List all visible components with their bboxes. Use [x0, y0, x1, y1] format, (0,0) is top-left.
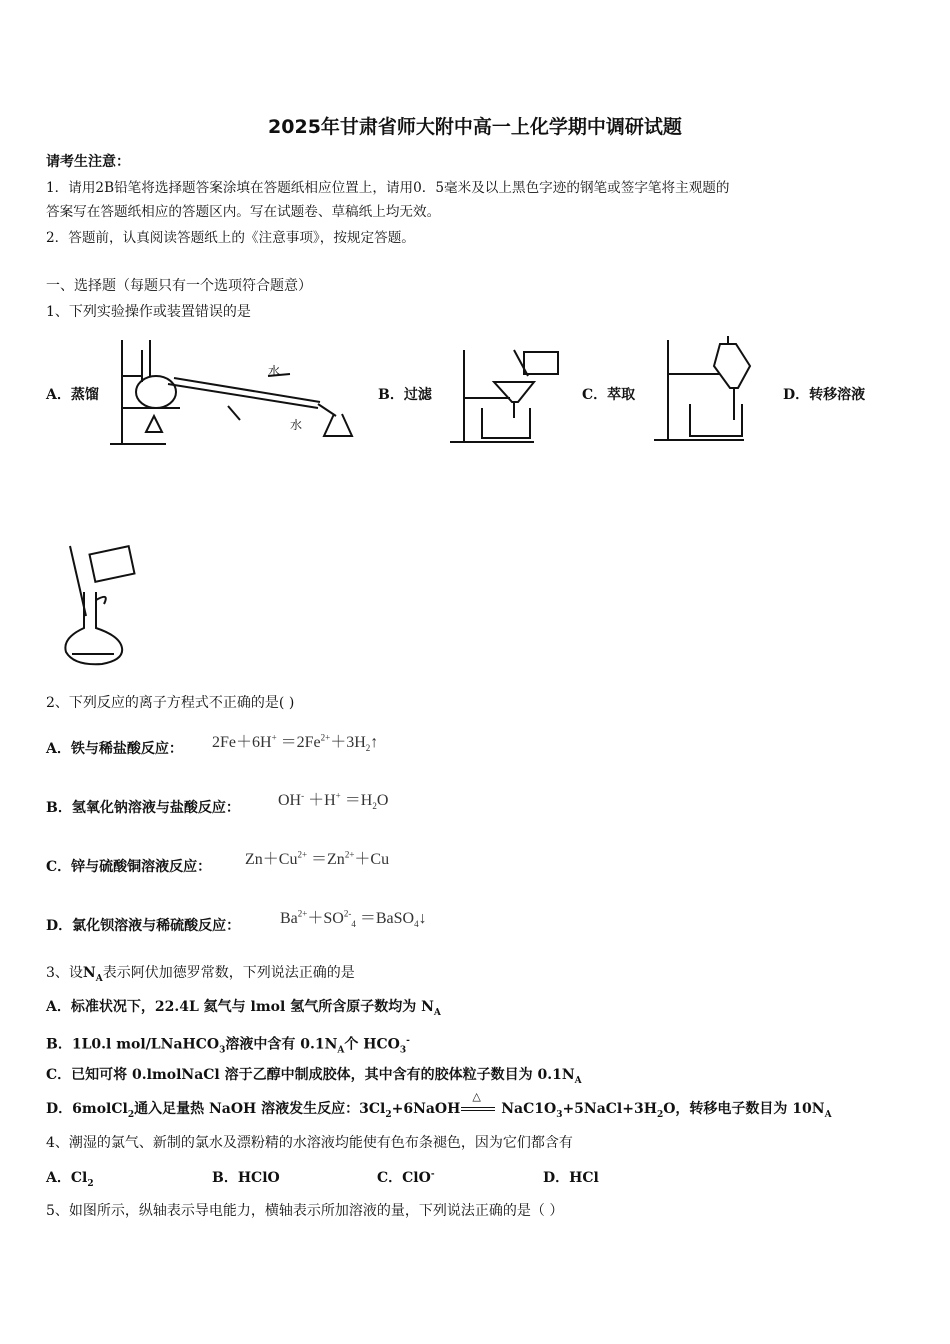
water-label-top: 水 — [268, 364, 281, 378]
volumetric-flask-figure — [60, 542, 140, 666]
q4-stem: 4、潮湿的氯气、新制的氯水及漂粉精的水溶液均能使有色布条褪色，因为它们都含有 — [46, 1135, 573, 1151]
extraction-apparatus-figure — [650, 336, 754, 446]
q4-option-b[interactable]: B．HClO — [212, 1170, 280, 1186]
notice-heading: 请考生注意： — [46, 154, 130, 170]
q2-equation-b: $OH^- +H^+ =H_2O$ — [278, 790, 389, 812]
q1-option-c[interactable]: C．萃取 — [582, 387, 636, 403]
q1-option-b[interactable]: B．过滤 — [378, 387, 432, 403]
page-title: 2025年甘肃省师大附中高一上化学期中调研试题 — [268, 116, 682, 138]
q2-option-c[interactable]: C．锌与硫酸铜溶液反应： — [46, 859, 212, 875]
q3-option-d[interactable]: D．6molCl$_2$通入足量热 NaOH 溶液发生反应：$3Cl_2+6NaOH$ △ $NaC1O_3+5NaCl+3H_2O$，转移电子数目为 $10N_A$ — [46, 1090, 832, 1120]
q4-option-c[interactable]: C．ClO- — [377, 1169, 435, 1186]
water-label-bottom: 水 — [290, 418, 303, 432]
heating-arrow: △ — [460, 1099, 496, 1119]
q2-equation-d: $Ba^{2+}+SO^{2-}_4$ ＝BaSO$_4$↓ — [280, 908, 427, 930]
q1-option-a[interactable]: A．蒸馏 — [46, 387, 99, 403]
q4-option-d[interactable]: D．HCl — [543, 1170, 599, 1186]
distillation-apparatus-figure — [108, 336, 358, 448]
q4-option-a[interactable]: A．$Cl_2$ — [46, 1170, 94, 1189]
filtration-apparatus-figure — [446, 346, 566, 446]
q2-stem: 2、下列反应的离子方程式不正确的是( ) — [46, 695, 295, 711]
q3-stem: 3、设$N_A$表示阿伏加德罗常数，下列说法正确的是 — [46, 965, 355, 984]
notice-line-1b: 答案写在答题纸相应的答题区内。写在试题卷、草稿纸上均无效。 — [46, 204, 441, 220]
q2-equation-a: $2Fe+6H^+ =2Fe^{2+}+3H_2↑$ — [212, 732, 379, 754]
q3-option-a[interactable]: A．标准状况下，22.4L 氦气与 lmol 氢气所含原子数均为 $N_A$ — [46, 999, 441, 1018]
notice-line-1a: 1．请用2B铅笔将选择题答案涂填在答题纸相应位置上，请用0．5毫米及以上黑色字迹的钢笔或签字笔将主观题的 — [46, 180, 730, 196]
q1-option-d[interactable]: D．转移溶液 — [783, 387, 866, 403]
q3-option-b[interactable]: B．1L0.l mol/LNaHCO$_3$溶液中含有 $0.1N_A$个 $HCO_3^-$ — [46, 1036, 410, 1056]
q3-option-c[interactable]: C．已知可将 0.lmolNaCl 溶于乙醇中制成胶体，其中含有的胶体粒子数目为 $0.1N_A$ — [46, 1067, 582, 1086]
q2-option-b[interactable]: B．氢氧化钠溶液与盐酸反应： — [46, 800, 240, 816]
q5-stem: 5、如图所示，纵轴表示导电能力，横轴表示所加溶液的量，下列说法正确的是（ ） — [46, 1203, 564, 1219]
q2-option-d[interactable]: D．氯化钡溶液与稀硫酸反应： — [46, 918, 241, 934]
q2-option-a[interactable]: A．铁与稀盐酸反应： — [46, 741, 183, 757]
section-heading: 一、选择题（每题只有一个选项符合题意） — [46, 278, 312, 294]
q1-stem: 1、下列实验操作或装置错误的是 — [46, 304, 251, 320]
q2-equation-c: $Zn+Cu^{2+} =Zn^{2+}+Cu$ — [245, 849, 390, 868]
notice-line-2: 2．答题前，认真阅读答题纸上的《注意事项》，按规定答题。 — [46, 230, 415, 246]
